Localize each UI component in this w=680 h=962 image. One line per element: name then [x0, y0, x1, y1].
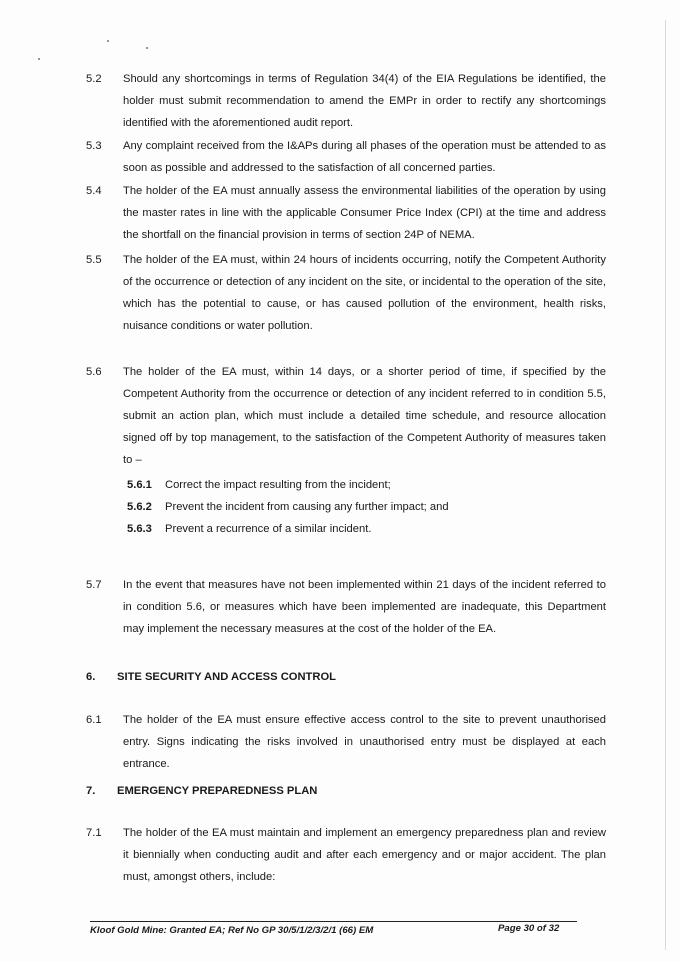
clause-text: Any complaint received from the I&APs during all phases of the operation must be attended to as soon as possible and addressed to the satisfaction of all concerned parties.: [123, 140, 606, 174]
clause-number: 5.7: [86, 579, 102, 591]
subclause-text: Prevent the incident from causing any further impact; and: [165, 501, 449, 513]
footer-reference: Kloof Gold Mine: Granted EA; Ref No GP 30/5/1/2/3/2/1 (66) EM: [90, 925, 374, 936]
clause-number: 5.2: [86, 73, 102, 85]
clause-number: 5.4: [86, 185, 102, 197]
heading-number: 6.: [86, 671, 96, 683]
section-heading-6: [86, 666, 336, 688]
scan-speck: [146, 47, 148, 49]
clause-5-2: [86, 68, 606, 134]
clause-text: The holder of the EA must, within 14 days, or a shorter period of time, if specified by the Competent Authority from the occurrence or detection of any incident referred to in condition 5.5, submit an action plan, which must include a detailed time schedule, and resource allocation signed off by top management, to the satisfaction of the Competent Authority of measures taken to –: [123, 366, 606, 466]
heading-number: 7.: [86, 785, 96, 797]
heading-text: SITE SECURITY AND ACCESS CONTROL: [117, 671, 337, 683]
clause-text: The holder of the EA must, within 24 hours of incidents occurring, notify the Competent Authority of the occurrence or detection of any incident on the site, or incidental to the operation of the site, which has the potential to cause, or has caused pollution of the environment, health risks, nuisance conditions or water pollution.: [123, 254, 606, 332]
clause-text: The holder of the EA must maintain and implement an emergency preparedness plan and review it biennially when conducting audit and after each emergency and or major accident. The plan must, amongst others, include:: [123, 827, 606, 883]
clause-number: 5.3: [86, 140, 102, 152]
subclause-5-6-2: [127, 496, 449, 518]
clause-6-1: [86, 709, 606, 775]
scan-speck: [38, 58, 40, 60]
clause-5-5: [86, 249, 606, 337]
subclause-text: Prevent a recurrence of a similar incident.: [165, 523, 372, 535]
page-edge: [665, 20, 666, 950]
clause-5-4: [86, 180, 606, 246]
clause-number: 5.5: [86, 254, 102, 266]
subclause-5-6-1: [127, 474, 391, 496]
subclause-number: 5.6.2: [127, 501, 152, 513]
footer-rule: [90, 921, 577, 922]
subclause-5-6-3: [127, 518, 371, 540]
clause-text: In the event that measures have not been implemented within 21 days of the incident referred to in condition 5.6, or measures which have been implemented are inadequate, this Department may implement the necessary measures at the cost of the holder of the EA.: [123, 579, 606, 635]
subclause-number: 5.6.3: [127, 523, 152, 535]
clause-5-6: [86, 361, 606, 471]
clause-number: 5.6: [86, 366, 102, 378]
clause-text: The holder of the EA must annually assess the environmental liabilities of the operation by using the master rates in line with the applicable Consumer Price Index (CPI) at the time and address the shortfall on the financial provision in terms of section 24P of NEMA.: [123, 185, 606, 241]
heading-text: EMERGENCY PREPAREDNESS PLAN: [117, 785, 318, 797]
clause-text: Should any shortcomings in terms of Regulation 34(4) of the EIA Regulations be identified, the holder must submit recommendation to amend the EMPr in order to rectify any shortcomings identified with the aforementioned audit report.: [123, 73, 606, 129]
subclause-number: 5.6.1: [127, 479, 152, 491]
clause-5-3: [86, 135, 606, 179]
clause-number: 6.1: [86, 714, 102, 726]
clause-7-1: [86, 822, 606, 888]
page-number: Page 30 of 32: [498, 923, 560, 934]
clause-5-7: [86, 574, 606, 640]
clause-number: 7.1: [86, 827, 102, 839]
clause-text: The holder of the EA must ensure effective access control to the site to prevent unauthorised entry. Signs indicating the risks involved in unauthorised entry must be displayed at each entrance.: [123, 714, 606, 770]
subclause-text: Correct the impact resulting from the incident;: [165, 479, 391, 491]
scan-speck: [107, 40, 109, 42]
section-heading-7: [86, 780, 317, 802]
